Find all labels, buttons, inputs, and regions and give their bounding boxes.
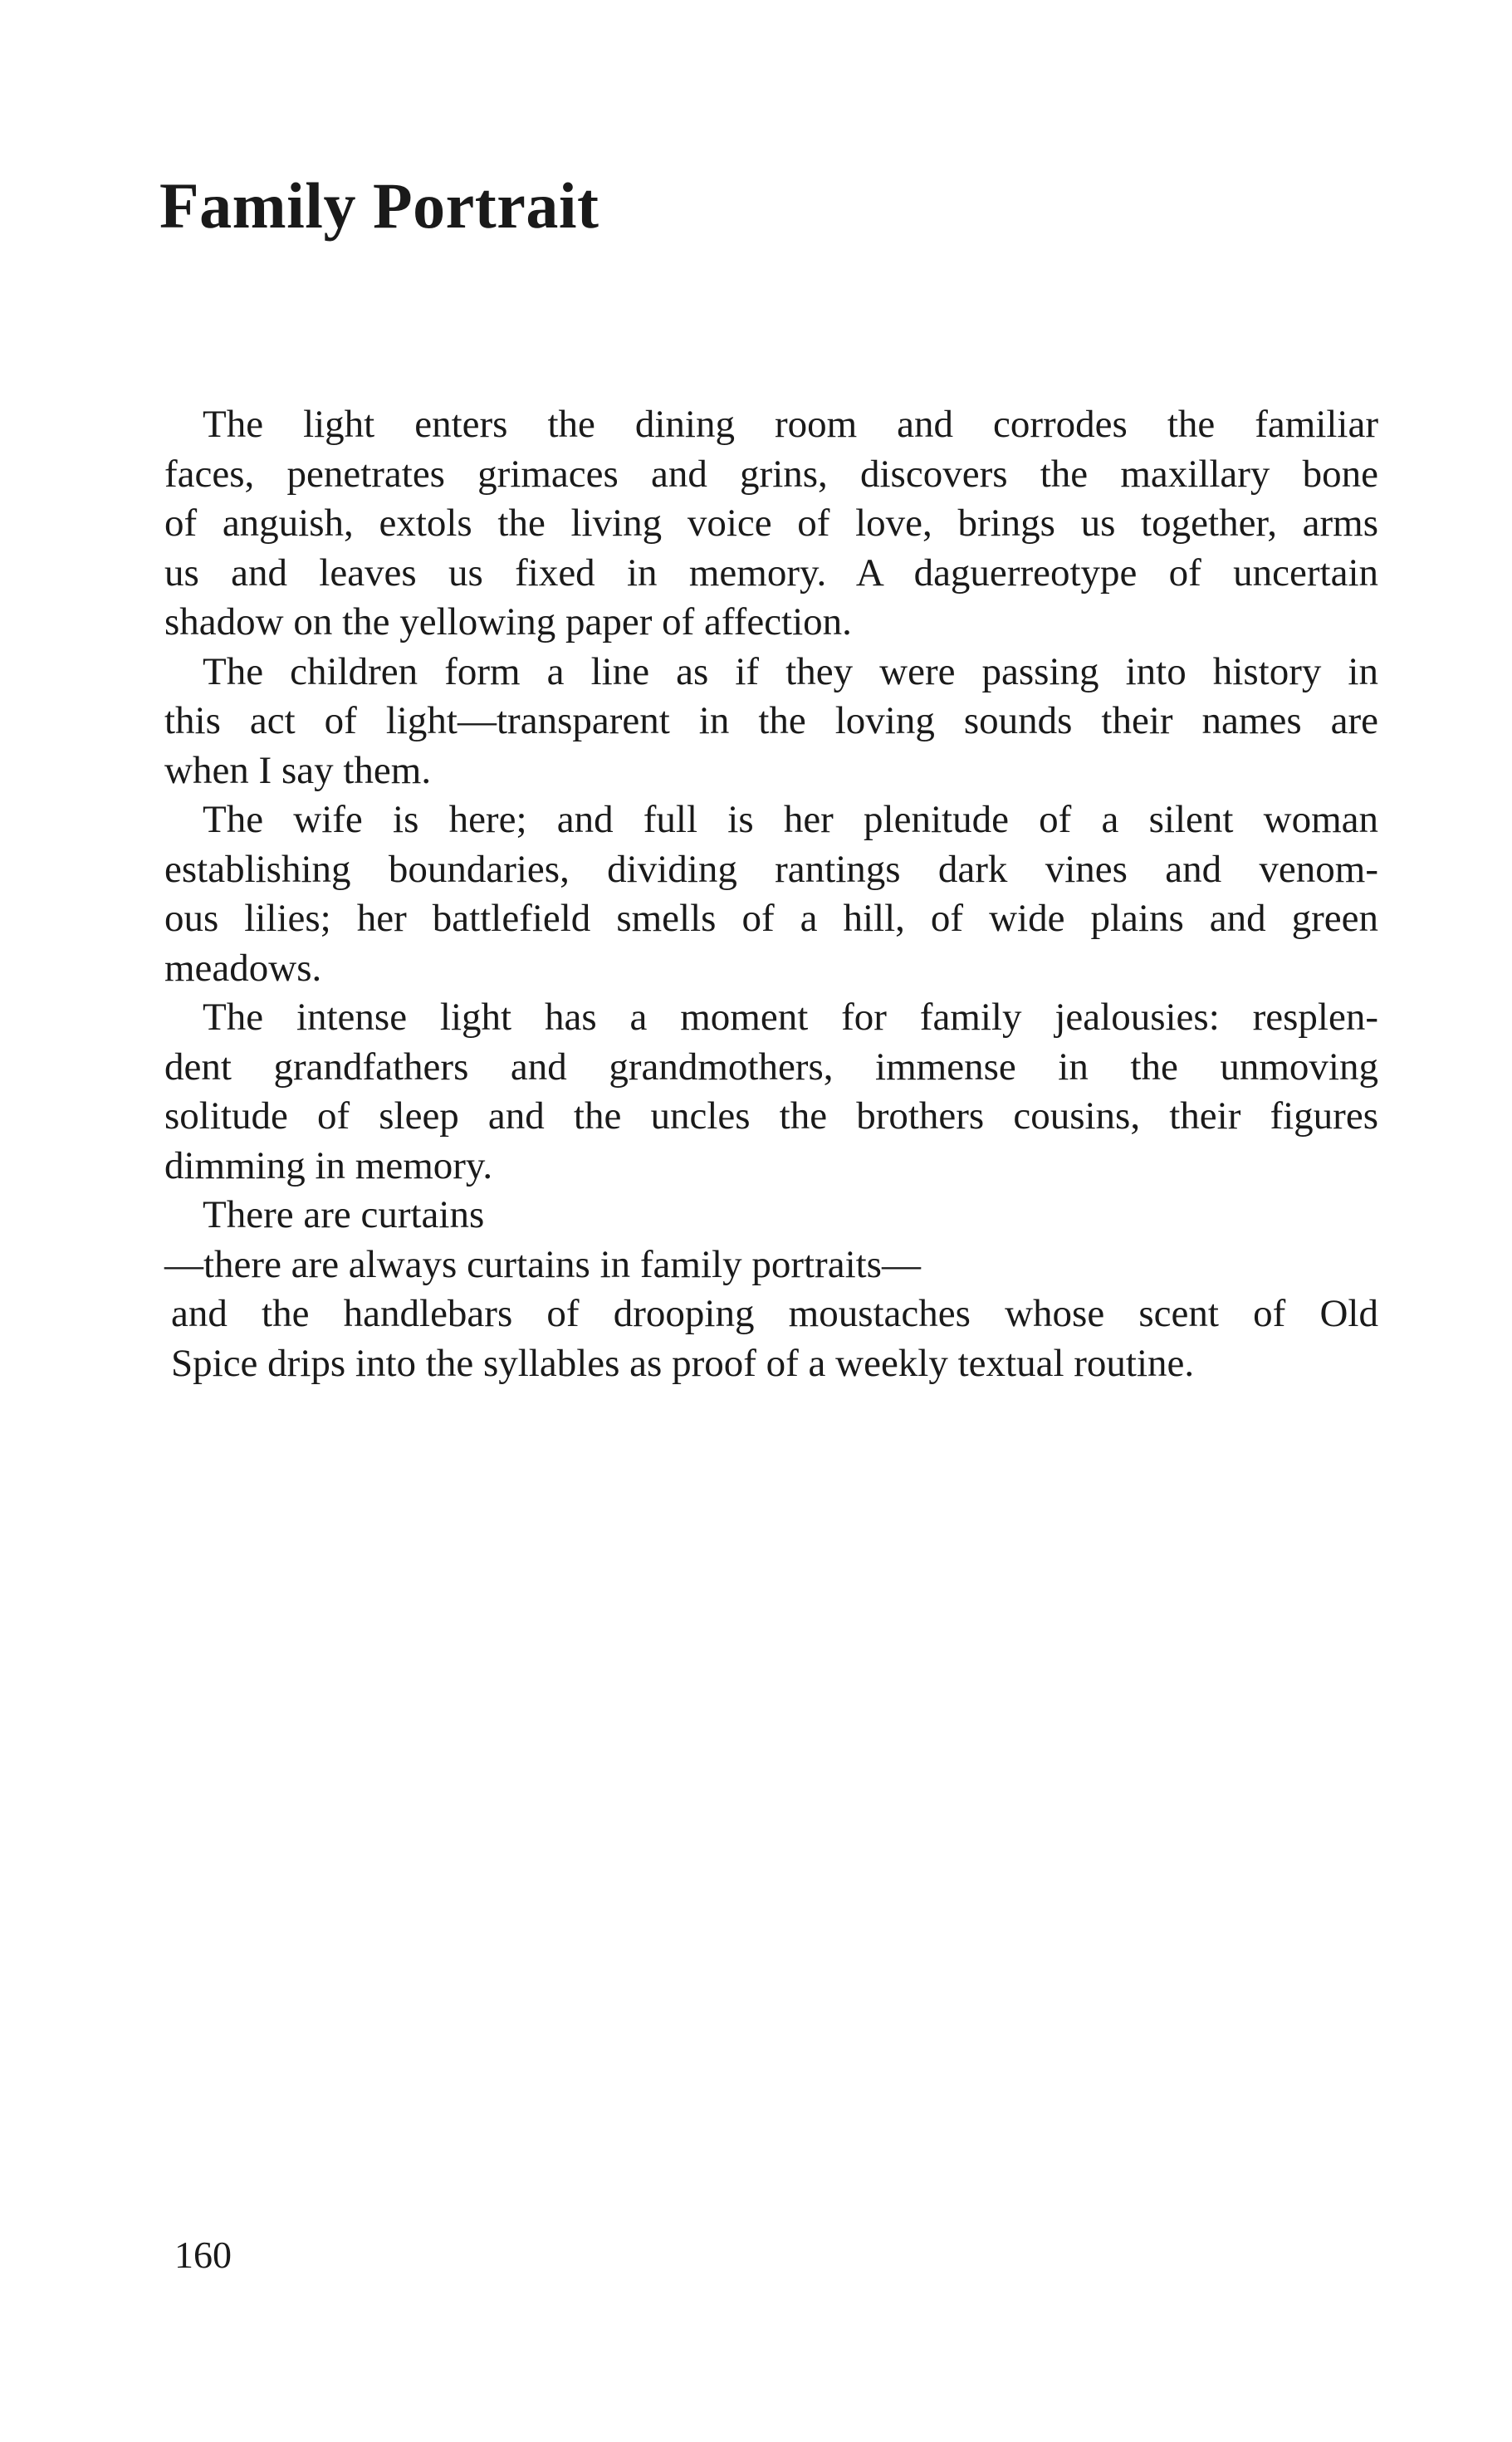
page-number: 160 bbox=[174, 2234, 232, 2276]
poem-line: There are curtains bbox=[203, 1193, 485, 1236]
poem-line: when I say them. bbox=[164, 748, 432, 792]
poem-line: The children form a line as if they were passing into history in bbox=[203, 649, 1378, 693]
poem-line: establishing boundaries, dividing rantings dark vines and venom- bbox=[164, 847, 1378, 891]
poem-line: and the handlebars of drooping moustaches whose scent of Old bbox=[171, 1292, 1378, 1335]
poem-line: The intense light has a moment for family jealousies: resplen- bbox=[203, 996, 1378, 1039]
poem-line: dent grandfathers and grandmothers, immense in the unmoving bbox=[164, 1045, 1378, 1089]
poem-line: The light enters the dining room and corrodes the familiar bbox=[203, 403, 1378, 446]
poem-line: The wife is here; and full is her plenitude of a silent woman bbox=[203, 798, 1378, 841]
poem-line: of anguish, extols the living voice of love, brings us together, arms bbox=[164, 502, 1378, 545]
poem-line: solitude of sleep and the uncles the brothers cousins, their figures bbox=[164, 1094, 1378, 1138]
poem-line: —there are always curtains in family portraits— bbox=[164, 1242, 921, 1286]
poem-line: faces, penetrates grimaces and grins, discovers the maxillary bone bbox=[164, 452, 1378, 496]
poem-line: meadows. bbox=[164, 946, 322, 990]
poem-line: dimming in memory. bbox=[164, 1143, 493, 1187]
poem-line: ous lilies; her battlefield smells of a hill, of wide plains and green bbox=[164, 897, 1378, 940]
poem-body bbox=[164, 400, 1378, 1388]
poem-title: Family Portrait bbox=[159, 169, 599, 242]
poem-line: shadow on the yellowing paper of affection. bbox=[164, 600, 852, 644]
poem-line: Spice drips into the syllables as proof of a weekly textual routine. bbox=[171, 1341, 1195, 1385]
poem-line: this act of light—transparent in the loving sounds their names are bbox=[164, 699, 1378, 742]
poem-line: us and leaves us fixed in memory. A daguerreotype of uncertain bbox=[164, 551, 1378, 595]
